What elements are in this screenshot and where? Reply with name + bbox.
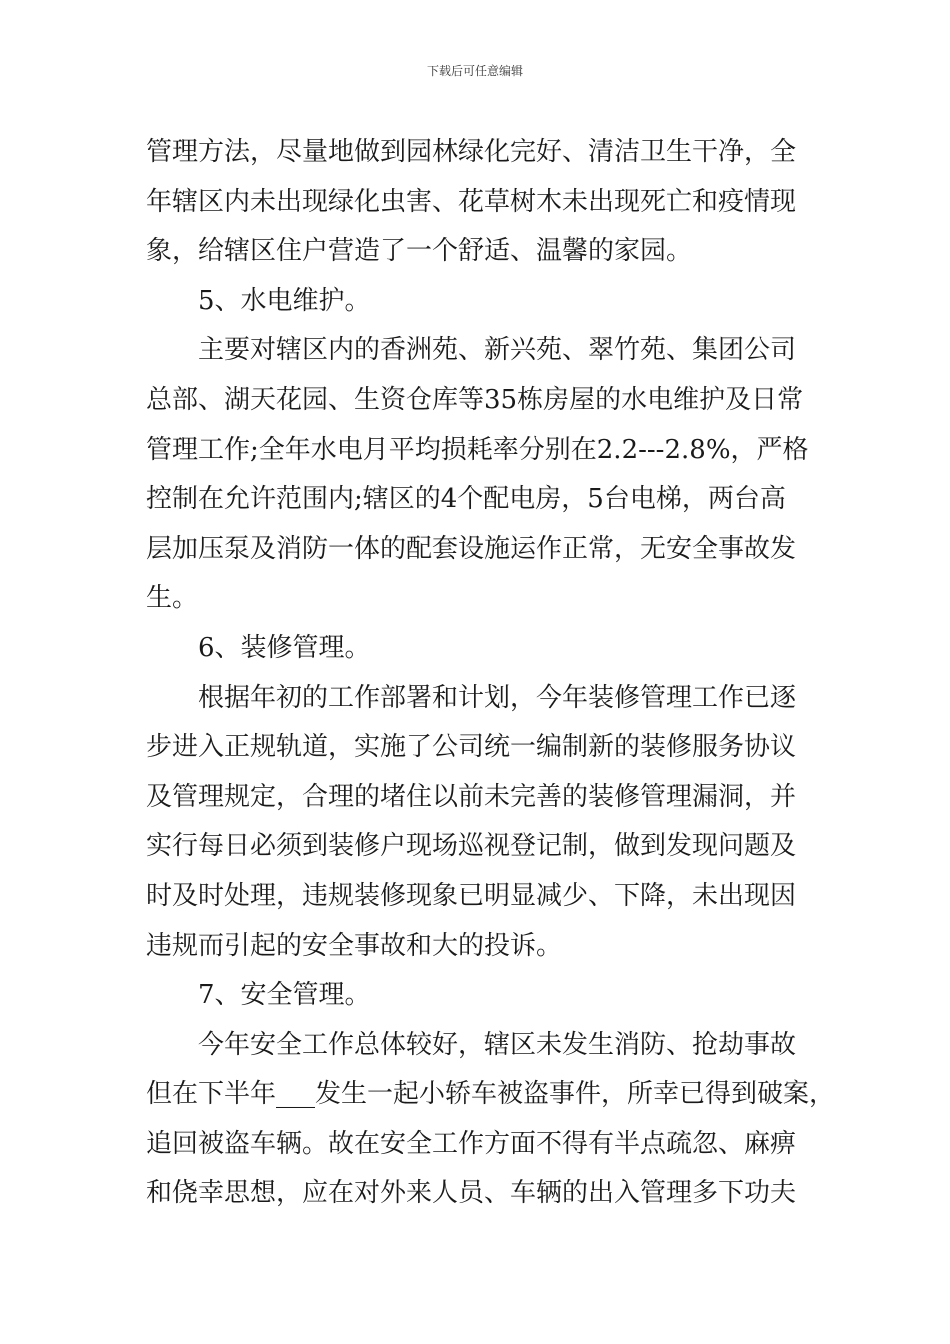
document-body xyxy=(146,128,836,1219)
body-line: 总部、湖天花园、生资仓库等35栋房屋的水电维护及日常 xyxy=(146,384,804,415)
body-line: 违规而引起的安全事故和大的投诉。 xyxy=(146,930,563,961)
page-header-note: 下载后可任意编辑 xyxy=(426,64,523,78)
body-line: 生。 xyxy=(146,583,199,614)
body-line: 但在下半年___发生一起小轿车被盗事件，所幸已得到破案， xyxy=(146,1079,836,1110)
section-heading-water-electric: 5、水电维护。 xyxy=(198,285,371,316)
body-line: 管理方法，尽量地做到园林绿化完好、清洁卫生干净，全 xyxy=(146,137,797,167)
body-line: 及管理规定，合理的堵住以前未完善的装修管理漏洞，并 xyxy=(146,781,797,812)
body-line: 和侥幸思想，应在对外来人员、车辆的出入管理多下功夫 xyxy=(146,1178,797,1209)
body-line: 今年安全工作总体较好，辖区未发生消防、抢劫事故 xyxy=(198,1029,797,1060)
body-line: 步进入正规轨道，实施了公司统一编制新的装修服务协议 xyxy=(146,732,797,763)
section-heading-safety: 7、安全管理。 xyxy=(198,980,371,1011)
body-line: 主要对辖区内的香洲苑、新兴苑、翠竹苑、集团公司 xyxy=(198,335,797,366)
section-heading-renovation: 6、装修管理。 xyxy=(198,632,371,663)
body-line: 控制在允许范围内;辖区的4个配电房，5台电梯，两台高 xyxy=(146,484,786,515)
body-line: 层加压泵及消防一体的配套设施运作正常，无安全事故发 xyxy=(146,533,797,564)
body-line: 时及时处理，违规装修现象已明显减少、下降，未出现因 xyxy=(146,880,797,911)
body-line: 管理工作;全年水电月平均损耗率分别在2.2---2.8%，严格 xyxy=(146,434,809,465)
body-line: 追回被盗车辆。故在安全工作方面不得有半点疏忽、麻痹 xyxy=(146,1128,797,1159)
body-line: 根据年初的工作部署和计划，今年装修管理工作已逐 xyxy=(198,682,797,713)
body-line: 象，给辖区住户营造了一个舒适、温馨的家园。 xyxy=(146,236,693,267)
body-line: 实行每日必须到装修户现场巡视登记制，做到发现问题及 xyxy=(146,831,797,862)
body-line: 年辖区内未出现绿化虫害、花草树木未出现死亡和疫情现 xyxy=(146,186,797,217)
